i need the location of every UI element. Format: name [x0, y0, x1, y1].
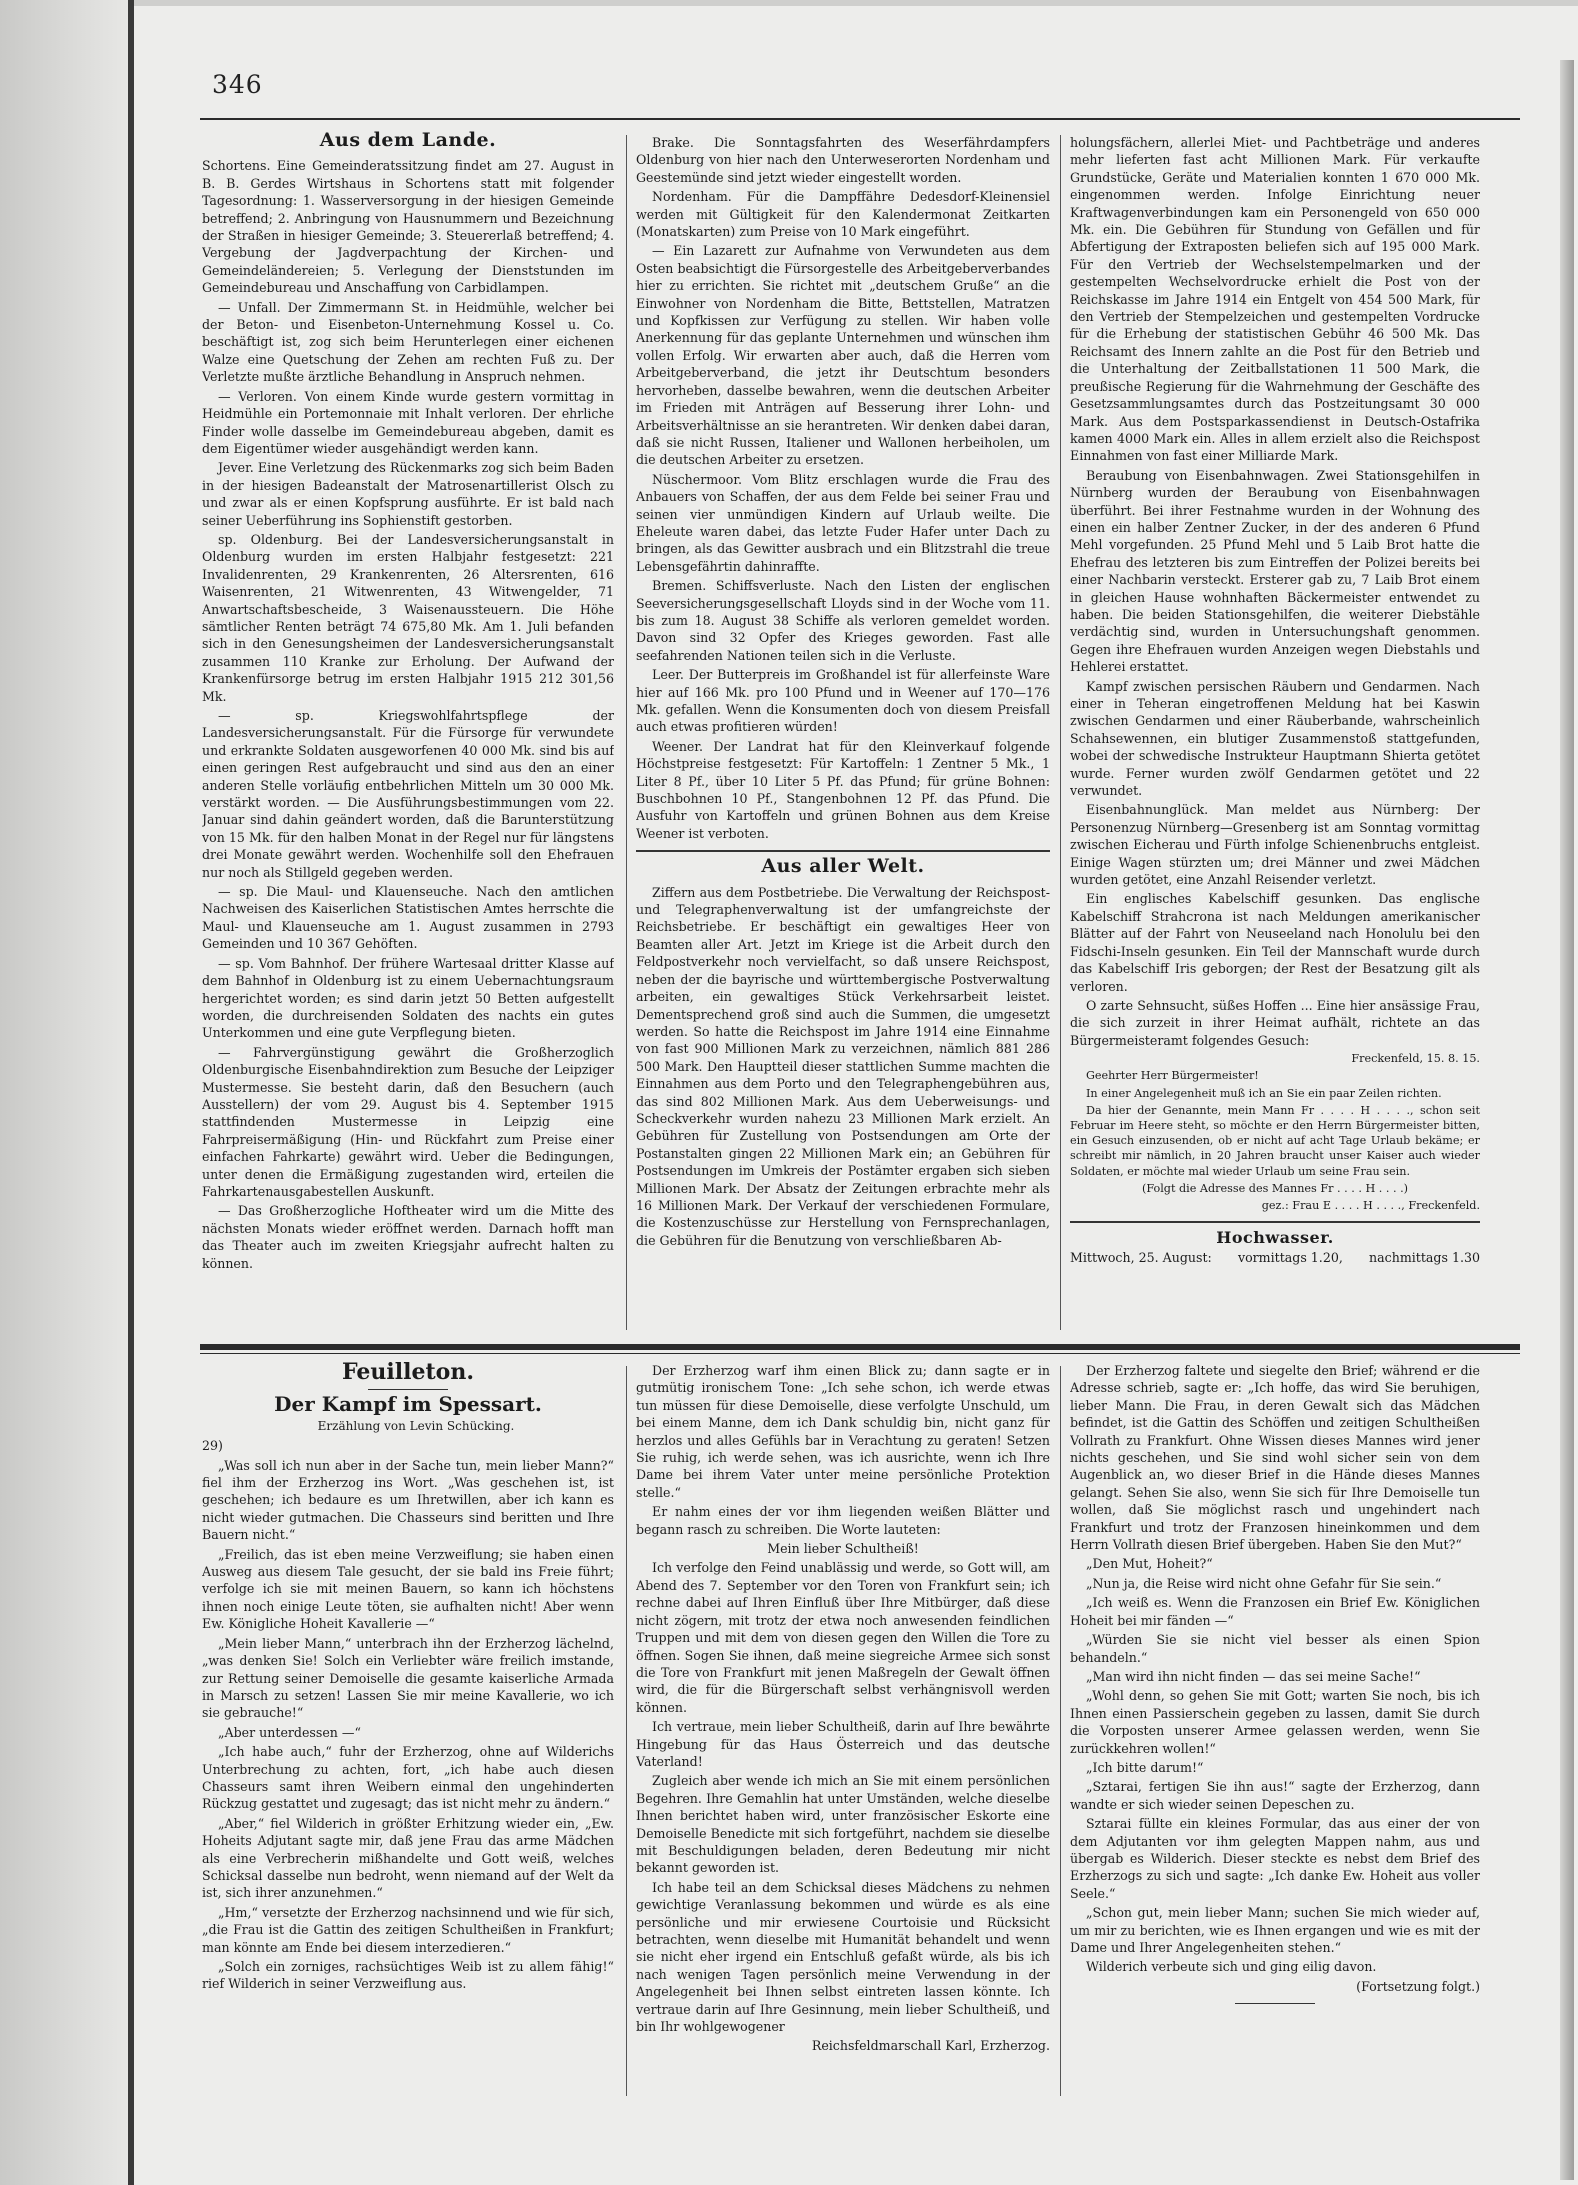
novel-paragraph: Ich habe teil an dem Schicksal dieses Mädchens zu nehmen gewichtige Veranlassung bekommen und würde es als eine persönliche und mir erwiesene Courtoisie und Rücksicht betrachten, wenn dieselbe mit Humanität behandelt und wenn sie nicht eher irgend ein Entschluß gefaßt würde, als bis ich nach wenigen Tagen persönlich meine Verwendung in der Angelegenheit bei Ihnen selbst eintreten lassen könnte. Ich vertraue darin auf Ihre Gesinnung, mein lieber Schultheiß, und bin Ihr wohlgewogener: [636, 1879, 1050, 2035]
column-aus-dem-lande: [202, 130, 614, 1338]
binding-edge: [128, 0, 134, 2185]
letter-signature: Reichsfeldmarschall Karl, Erzherzog.: [811, 2038, 1050, 2054]
article: Ein englisches Kabelschiff gesunken. Das englische Kabelschiff Strahcrona ist nach Meldungen amerikanischer Blätter auf der Fahrt von Neuseeland nach Honolulu bei den Fidschi-Inseln gesunken. Ein Teil der Mannschaft wurde durch das Kabelschiff Iris geborgen; der Rest der Besatzung gilt als verloren.: [1070, 891, 1480, 994]
novel-paragraph: Der Erzherzog faltete und siegelte den Brief; während er die Adresse schrieb, sagte er: „Ich hoffe, das wird Sie beruhigen, lieber Mann. Die Frau, in deren Gewalt sich das Mädchen befindet, ist die Gattin des Schöffen und zeitigen Schultheißen Vollrath zu Frankfurt. Ohne Wissen dieses Mannes wird jener nichts geschehen, und Sie sind wohl sicher sein von dem Augenblick an, wo dieser Brief in die Hände dieses Mannes gelangt. Sehen Sie also, wenn Sie sich für Ihre Demoiselle tun wollen, daß Sie möglichst rasch und ungehindert nach Frankfurt und trotz der Franzosen hineinkommen und dem Herrn Vollrath diesen Brief übergeben. Haben Sie den Mut?“: [1070, 1363, 1480, 1553]
article: Bremen. Schiffsverluste. Nach den Listen der englischen Seeversicherungsgesellschaft Lloyds sind in der Woche vom 11. bis zum 18. August 38 Schiffe als verloren gemeldet worden. Davon sind 32 Opfer des Krieges geworden. Fast alle seefahrenden Nationen teilen sich in die Verluste.: [636, 578, 1050, 663]
novel-paragraph: „Den Mut, Hoheit?“: [1086, 1556, 1213, 1572]
article: Brake. Die Sonntagsfahrten des Weserfährdampfers Oldenburg von hier nach den Unterweserorten Nordenham und Geestemünde sind jetzt wieder eingestellt worden.: [636, 135, 1050, 185]
novel-paragraph: „Man wird ihn nicht finden — das sei meine Sache!“: [1086, 1668, 1421, 1684]
col1-body: [202, 157, 614, 1272]
novel-paragraph: „Mein lieber Mann,“ unterbrach ihn der Erzherzog lächelnd, „was denken Sie! Solch ein Verliebter wäre freilich imstande, zur Rettung seiner Demoiselle die gesamte kaiserliche Armada in Marsch zu setzen! Lassen Sie mir meine Kavallerie, wo ich sie gebrauche!“: [202, 1635, 614, 1721]
novel-paragraph: „Nun ja, die Reise wird nicht ohne Gefahr für Sie sein.“: [1086, 1575, 1442, 1591]
novel-paragraph: „Aber unterdessen —“: [218, 1724, 361, 1740]
novel-paragraph: „Sztarai, fertigen Sie ihn aus!“ sagte der Erzherzog, dann wandte er sich wieder seinen Depeschen zu.: [1070, 1779, 1480, 1812]
feuilleton-rule-thin: [200, 1353, 1520, 1354]
letter-line: (Folgt die Adresse des Mannes Fr . . . . H . . . .): [1141, 1181, 1409, 1195]
novel-paragraph: Ich verfolge den Feind unablässig und werde, so Gott will, am Abend des 7. September vor den Toren von Frankfurt sein; ich rechne dabei auf Ihren Einfluß über Ihre Mitbürger, daß diese nicht zögern, mit trotz der etwa noch anwesenden feindlichen Truppen und mit dem von diesen gegen den Willen die Tore zu öffnen. Sogen Sie ihnen, daß meine siegreiche Armee sich sonst die Tore von Frankfurt mit jenen Maßregeln der Gewalt öffnen wird, die für die Bürgerschaft selbst verhängnisvoll werden können.: [636, 1560, 1050, 1715]
article: Jever. Eine Verletzung des Rückenmarks zog sich beim Baden in der hiesigen Badeanstalt der Matrosenartillerist Olsch zu und zwar als er einen Kopfsprung ausführte. Er ist bald nach seiner Ueberführung ins Sophienstift gestorben.: [202, 460, 614, 528]
binding-shadow: [0, 0, 128, 2185]
novel-paragraph: Er nahm eines der vor ihm liegenden weißen Blätter und begann rasch zu schreiben. Die Worte lauteten:: [636, 1504, 1050, 1537]
article: Kampf zwischen persischen Räubern und Gendarmen. Nach einer in Teheran eingetroffenen Meldung hat bei Kaswin zwischen Gendarmen und einer Räuberbande, wahrscheinlich Schahsewennen, ein blutiger Zusammenstoß stattgefunden, wobei der schwedische Instrukteur Hauptmann Shierta getötet wurde. Ferner wurden zwölf Gendarmen getötet und 22 verwundet.: [1070, 678, 1480, 799]
column-rule: [1060, 135, 1061, 1330]
article: — sp. Vom Bahnhof. Der frühere Wartesaal dritter Klasse auf dem Bahnhof in Oldenburg ist zu einem Uebernachtungsraum hergerichtet worden; es sind darin jetzt 50 Betten aufgestellt worden, die durchreisenden Soldaten des nachts ein gutes Unterkommen und eine gute Verpflegung bieten.: [202, 955, 614, 1041]
article: Schortens. Eine Gemeinderatssitzung findet am 27. August in B. B. Gerdes Wirtshaus in Schortens statt mit folgender Tagesordnung: 1. Wasserversorgung in der hiesigen Gemeinde betreffend; 2. Anbringung von Hausnummern und Bezeichnung der Straßen in hiesiger Gemeinde; 3. Steuererlaß betreffend; 4. Vergebung der Jagdverpachtung der Kirchen- und Gemeindeländereien; 5. Verlegung der Dienststunden im Gemeindebureau und Anschaffung von Carbidlampen.: [202, 158, 614, 296]
article: — sp. Kriegswohlfahrtspflege der Landesversicherungsanstalt. Für die Fürsorge für verwundete und erkrankte Soldaten ausgeworfenen 40 000 Mk. sind bis auf einen geringen Rest aufgebraucht und sind aus den an einer anderen Stelle vorläufig entbehrlichen Mitteln um 30 000 Mk. verstärkt worden. — Die Ausführungsbestimmungen vom 22. Januar sind dahin geändert worden, daß die Barunterstützung von 15 Mk. für den halben Monat in der Regel nur für längstens drei Monate gewährt werden. Wochenhilfe soll den Ehefrauen nur noch als Stillgeld gegeben werden.: [202, 708, 614, 880]
novel-paragraph: Wilderich verbeute sich und ging eilig davon.: [1086, 1959, 1377, 1975]
letter-salutation: Geehrter Herr Bürgermeister!: [1086, 1069, 1259, 1083]
novel-paragraph: „Ich weiß es. Wenn die Franzosen ein Brief Ew. Königlichen Hoheit bei mir fänden —“: [1070, 1595, 1480, 1628]
novel-paragraph: „Würden Sie sie nicht viel besser als einen Spion behandeln.“: [1070, 1632, 1480, 1665]
letter-place-date: Freckenfeld, 15. 8. 15.: [1351, 1052, 1480, 1066]
feuilleton-column-3: [1070, 1362, 1480, 2102]
letter-signature: gez.: Frau E . . . . H . . . ., Freckenfeld.: [1261, 1198, 1480, 1212]
article: Nüschermoor. Vom Blitz erschlagen wurde die Frau des Anbauers von Schaffen, der aus dem Felde bei seiner Frau und seinen vier unmündigen Kindern auf Urlaub weilte. Die Eheleute waren dabei, das letzte Fuder Hafer unter Dach zu bringen, als das Gewitter ausbrach und ein Blitzstrahl die treue Lebensgefährtin dahinraffte.: [636, 471, 1050, 574]
letter-salutation: Mein lieber Schultheiß!: [767, 1541, 919, 1557]
novel-paragraph: „Hm,“ versetzte der Erzherzog nachsinnend und wie für sich, „die Frau ist die Gattin des zeitigen Schultheißen in Frankfurt; man könnte am Ende bei diesem interzedieren.“: [202, 1904, 614, 1955]
end-divider: [1235, 2003, 1315, 2004]
article: sp. Oldenburg. Bei der Landesversicherungsanstalt in Oldenburg wurden im ersten Halbjahr festgesetzt: 221 Invalidenrenten, 29 Krankenrenten, 26 Altersrenten, 616 Waisenrenten, 21 Witwenrenten, 43 Witwengelder, 71 Anwartschaftsbescheide, 3 Waisenaussteuern. Die Höhe sämtlicher Renten beträgt 74 675,80 Mk. Am 1. Juli befanden sich in den Genesungsheimen der Landesversicherungsanstalt zusammen 110 Kranke zur Erholung. Der Aufwand der Krankenfürsorge betrug im ersten Halbjahr 1915 212 301,56 Mk.: [202, 531, 614, 704]
letter-quote: [1070, 1051, 1480, 1213]
article: — Fahrvergünstigung gewährt die Großherzoglich Oldenburgische Eisenbahndirektion zum Besuche der Leipziger Mustermesse. Sie besteht darin, daß den Besuchern (auch Ausstellern) der vom 29. August bis 4. September 1915 stattfindenden Mustermesse in Leipzig eine Fahrpreisermäßigung (Hin- und Rückfahrt zum Preise einer einfachen Fahrkarte) gewährt wird. Ueber die Bedingungen, unter denen die Ermäßigung zugestanden wird, erteilen die Fahrkartenausgabestellen Auskunft.: [202, 1044, 614, 1199]
article: Beraubung von Eisenbahnwagen. Zwei Stationsgehilfen in Nürnberg wurden der Beraubung von Eisenbahnwagen überführt. Bei ihrer Festnahme wurden in der Wohnung des einen ein halber Zentner Zucker, in der des anderen 6 Pfund Mehl vorgefunden. 25 Pfund Mehl und 5 Laib Brot hatte die Ehefrau des letzteren bis zum Eintreffen der Polizei bereits bei einer Nachbarin versteckt. Ersterer gab zu, 7 Laib Brot einem in gleichen Hause wohnhaften Bäckermeister entwendet zu haben. Die beiden Stationsgehilfen, die weiterer Diebstähle verdächtig sind, wurden in Untersuchungshaft genommen. Gegen ihre Ehefrauen wurden Anzeigen wegen Diebstahls und Hehlerei erstattet.: [1070, 467, 1480, 675]
novel-paragraph: Der Erzherzog warf ihm einen Blick zu; dann sagte er in gutmütig ironischem Tone: „Ich sehe schon, ich werde etwas tun müssen für diese Demoiselle, diese verfolgte Unschuld, um bei einem Manne, dem ich Dank schuldig bin, nicht ganz für herzlos und alles Gefühls bar in Verachtung zu geraten! Setzen Sie ruhig, ich werde sehen, was ich ausrichte, wenn ich Ihre Dame bei ihrem Vater unter meine persönliche Protektion stelle.“: [636, 1363, 1050, 1500]
novel-paragraph: Ich vertraue, mein lieber Schultheiß, darin auf Ihre bewährte Hingebung für das Haus Österreich und das deutsche Vaterland!: [636, 1719, 1050, 1769]
novel-paragraph: „Was soll ich nun aber in der Sache tun, mein lieber Mann?“ fiel ihm der Erzherzog ins Wort. „Was geschehen ist, ist geschehen; ich bedaure es um Ihretwillen, aber ich kann es nicht wieder gutmachen. Die Chasseurs sind beritten und Ihre Bauern nicht.“: [202, 1457, 614, 1543]
letter-line: In einer Angelegenheit muß ich an Sie ein paar Zeilen richten.: [1086, 1086, 1442, 1100]
novel-paragraph: „Freilich, das ist eben meine Verzweiflung; sie haben einen Ausweg aus diesem Tale gesucht, der sie bald ins Freie führt; verfolge ich sie mit meinen Bauern, so kann ich höchstens ihnen noch einige Leute töten, sie aufhalten nicht! Aber wenn Ew. Königliche Hoheit Kavallerie —“: [202, 1546, 614, 1632]
tide-times: [1070, 1249, 1480, 1266]
article: — Verloren. Von einem Kinde wurde gestern vormittag in Heidmühle ein Portemonnaie mit Inhalt verloren. Der ehrliche Finder wolle dasselbe im Gemeindebureau abgeben, damit es dem Eigentümer wieder ausgehändigt werden kann.: [202, 388, 614, 456]
tide-morning: vormittags 1.20,: [1237, 1249, 1343, 1265]
letter-line: Da hier der Genannte, mein Mann Fr . . . . H . . . ., schon seit Februar im Heere steht, so möchte er den Herrn Bürgermeister bitten, ein Gesuch einzusenden, ob er nicht auf acht Tage Urlaub bekäme; er schreibt mir nämlich, in 20 Jahren braucht unser Kaiser auch wieder Soldaten, er möchte mal wieder Urlaub um seine Frau sein.: [1070, 1103, 1480, 1178]
column-rule: [1060, 1366, 1061, 2096]
novel-byline: Erzählung von Levin Schücking.: [317, 1418, 515, 1433]
novel-paragraph: „Schon gut, mein lieber Mann; suchen Sie mich wieder auf, um mir zu berichten, wie es Ihnen ergangen und wie es mit der Dame und Ihrer Angelegenheiten stehen.“: [1070, 1905, 1480, 1955]
column-world-news: [1070, 134, 1480, 1338]
article: Weener. Der Landrat hat für den Kleinverkauf folgende Höchstpreise festgesetzt: Für Kartoffeln: 1 Zentner 5 Mk., 1 Liter 8 Pf., über 10 Liter 5 Pf. das Pfund; für grüne Bohnen: Buschbohnen 10 Pf., Stangenbohnen 12 Pf. das Pfund. Die Ausfuhr von Kartoffeln und grünen Bohnen aus dem Kreise Weener ist verboten.: [636, 738, 1050, 841]
article: — Unfall. Der Zimmermann St. in Heidmühle, welcher bei der Beton- und Eisenbeton-Unternehmung Kossel u. Co. beschäftigt ist, zog sich beim Herunterlegen einer eichenen Walze eine Quetschung der Zehen am rechten Fuß zu. Der Verletzte mußte ärztliche Behandlung in Anspruch nehmen.: [202, 299, 614, 385]
novel-paragraph: „Ich bitte darum!“: [1086, 1759, 1204, 1775]
article: Ziffern aus dem Postbetriebe. Die Verwaltung der Reichspost- und Telegraphenverwaltung ist der umfangreichste der Reichsbetriebe. Er beschäftigt ein gewaltiges Heer von Beamten aller Art. Jetzt im Kriege ist die Arbeit durch den Feldpostverkehr noch vervielfacht, so daß unsere Reichspost, neben der die bayrische und württembergische Postverwaltung arbeiten, ein gewaltiges Stück Verkehrsarbeit leistet. Dementsprechend groß sind auch die Summen, die umgesetzt werden. So hatte die Reichspost im Jahre 1914 eine Einnahme von fast 900 Millionen Mark zu verzeichnen, nämlich 881 286 500 Mark. Den Hauptteil dieser stattlichen Summe machten die Einnahmen aus dem Porto und den Telegraphengebühren aus, das sind 802 Millionen Mark. Aus dem Ueberweisungs- und Scheckverkehr wurden nahezu 23 Millionen Mark erzielt. An Gebühren für Zustellung von Postsendungen am Orte der Postanstalten gingen 22 Millionen Mark ein; an Gebühren für Postsendungen im Umkreis der Postämter ergaben sich sieben Millionen Mark. Der Absatz der Zeitungen erbrachte mehr als 16 Millionen Mark. Der Verkauf der verschiedenen Formulare, die Kostenzuschüsse zur Herstellung von Fernsprechanlagen, die Gebühren für die Benutzung von verschließbaren Ab-: [636, 884, 1050, 1248]
section-divider: [1070, 1221, 1480, 1223]
novel-paragraph: „Solch ein zorniges, rachsüchtiges Weib ist zu allem fähig!“ rief Wilderich in seiner Verzweiflung aus.: [202, 1959, 614, 1992]
tide-afternoon: nachmittags 1.30: [1369, 1249, 1480, 1265]
novel-paragraph: Zugleich aber wende ich mich an Sie mit einem persönlichen Begehren. Ihre Gemahlin hat unter Umständen, welche dieselbe Ihnen berichtet haben wird, unter französischer Eskorte eine Demoiselle Benedicte mit sich fortgeführt, nachdem sie dieselbe mit Beschuldigungen beladen, deren Bedeutung mir nicht bekannt geworden ist.: [636, 1773, 1050, 1876]
section-title-hochwasser: Hochwasser.: [1216, 1228, 1334, 1248]
installment-number: 29): [202, 1438, 223, 1454]
tide-day: Mittwoch, 25. August:: [1070, 1249, 1212, 1265]
section-title-aus-aller-welt: Aus aller Welt.: [761, 855, 925, 878]
column-regional-news: [636, 134, 1050, 1338]
top-rule: [200, 118, 1520, 120]
article: holungsfächern, allerlei Miet- und Pachtbeträge und anderes mehr lieferten fast acht Millionen Mark. Für verkaufte Grundstücke, Geräte und Materialien konnten 1 670 000 Mk. eingenommen werden. Infolge Einrichtung neuer Kraftwagenverbindungen kam ein Personengeld von 650 000 Mk. ein. Die Gebühren für Stundung von Gefällen und für Abfertigung der Extraposten beliefen sich auf 195 000 Mark. Für den Vertrieb der Wechselstempelmarken und der gestempelten Wechselvordrucke erhielt die Post von der Reichskasse im Jahre 1914 ein Entgelt von 454 500 Mark, für den Vertrieb der Stempelzeichen und gestempelten Vordrucke für die Erhebung der statistischen Gebühr 46 500 Mk. Das Reichsamt des Innern zahlte an die Post für den Betrieb und die Unterhaltung der Zeitballstationen 11 500 Mark, die preußische Regierung für die Wahrnehmung der Geschäfte des Gesetzsammlungsamtes durch das Postzeitungsamt 30 000 Mark. Aus dem Postsparkassendienst in Deutsch-Ostafrika kamen 4000 Mark ein. Alles in allem erzielt also die Reichspost Einnahmen von fast einer Milliarde Mark.: [1070, 135, 1480, 464]
title-divider: [368, 1389, 448, 1390]
feuilleton-rule: [200, 1344, 1520, 1350]
article: — Das Großherzogliche Hoftheater wird um die Mitte des nächsten Monats wieder eröffnet werden. Darnach hofft man das Theater auch im zweiten Kriegsjahr aufrecht halten zu können.: [202, 1203, 614, 1271]
page-number: 346: [212, 70, 263, 99]
article: Leer. Der Butterpreis im Großhandel ist für allerfeinste Ware hier auf 166 Mk. pro 100 Pfund und in Weener auf 170—176 Mk. gefallen. Wenn die Konsumenten doch von diesem Preisfall auch etwas profitieren würden!: [636, 667, 1050, 735]
top-edge: [134, 0, 1578, 6]
section-title-aus-dem-lande: Aus dem Lande.: [319, 130, 497, 151]
novel-paragraph: „Aber,“ fiel Wilderich in größter Erhitzung wieder ein, „Ew. Hoheits Adjutant sagte mir, daß jene Frau das arme Mädchen als eine Verbrecherin mißhandelte und Gott weiß, welches Schicksal dasselbe nun bedroht, wenn niemand auf der Welt da ist, sich ihrer anzunehmen.“: [202, 1815, 614, 1901]
column-rule: [626, 135, 627, 1330]
article: — sp. Die Maul- und Klauenseuche. Nach den amtlichen Nachweisen des Kaiserlichen Statistischen Amtes herrschte die Maul- und Klauenseuche am 1. August zusammen in 2793 Gemeinden und 10 367 Gehöften.: [202, 884, 614, 952]
feuilleton-column-1: [202, 1362, 614, 2102]
article: O zarte Sehnsucht, süßes Hoffen ... Eine hier ansässige Frau, die sich zurzeit in ihrer Heimat aufhält, richtete an das Bürgermeisteramt folgendes Gesuch:: [1070, 997, 1480, 1048]
feuilleton-title: Feuilleton.: [342, 1362, 474, 1385]
feuilleton-column-2: [636, 1362, 1050, 2102]
article: Nordenham. Für die Dampffähre Dedesdorf-Kleinensiel werden mit Gültigkeit für den Kalendermonat Zeitkarten (Monatskarten) zum Preise von 10 Mark eingeführt.: [636, 189, 1050, 240]
section-divider: [636, 850, 1050, 852]
novel-paragraph: Sztarai füllte ein kleines Formular, das aus einer der von dem Adjutanten vor ihm gelegten Mappen nahm, aus und übergab es Wilderich. Dieser steckte es nebst dem Brief des Erzherzogs zu sich und sagte: „Ich danke Ew. Hoheit aus voller Seele.“: [1070, 1816, 1480, 1901]
continuation-note: (Fortsetzung folgt.): [1356, 1978, 1480, 1994]
novel-paragraph: „Wohl denn, so gehen Sie mit Gott; warten Sie noch, bis ich Ihnen einen Passierschein gegeben zu lassen, damit Sie durch die Vorposten unserer Armee gelassen werden, wenn Sie zurückkehren wollen!“: [1070, 1688, 1480, 1756]
right-page-edge: [1560, 60, 1574, 2180]
novel-paragraph: „Ich habe auch,“ fuhr der Erzherzog, ohne auf Wilderichs Unterbrechung zu achten, fort, „ich habe auch diesen Chasseurs samt ihren Weibern einmal den ungehinderten Rückzug gestattet und zugesagt; das ist nicht mehr zu ändern.“: [202, 1744, 614, 1812]
novel-title: Der Kampf im Spessart.: [274, 1392, 542, 1417]
article: Eisenbahnunglück. Man meldet aus Nürnberg: Der Personenzug Nürnberg—Gresenberg ist am Sonntag vormittag zwischen Eicherau und Fürth infolge Schienenbruchs entgleist. Einige Wagen stürzten um; drei Männer und zwei Mädchen wurden getötet, eine Anzahl Reisender verletzt.: [1070, 802, 1480, 888]
column-rule: [626, 1366, 627, 2096]
article: — Ein Lazarett zur Aufnahme von Verwundeten aus dem Osten beabsichtigt die Fürsorgestelle des Arbeitgeberverbandes hier zu errichten. Sie richtet mit „deutschem Gruße“ an die Einwohner von Nordenham die Bitte, Bettstellen, Matratzen und Kopfkissen zur Verfügung zu stellen. Wir haben volle Anerkennung für das geplante Unternehmen und wünschen ihm vollen Erfolg. Wir erwarten aber auch, daß die Herren vom Arbeitgeberverband, die jetzt ihr Deutschtum besonders hervorheben, dasselbe bewahren, wenn die deutschen Arbeiter im Frieden mit Anträgen auf Besserung ihrer Lohn- und Arbeitsverhältnisse an sie herantreten. Wir denken dabei daran, daß sie nicht Russen, Italiener und Wallonen herbeiholen, um die deutschen Arbeiter zu ersetzen.: [636, 243, 1050, 468]
